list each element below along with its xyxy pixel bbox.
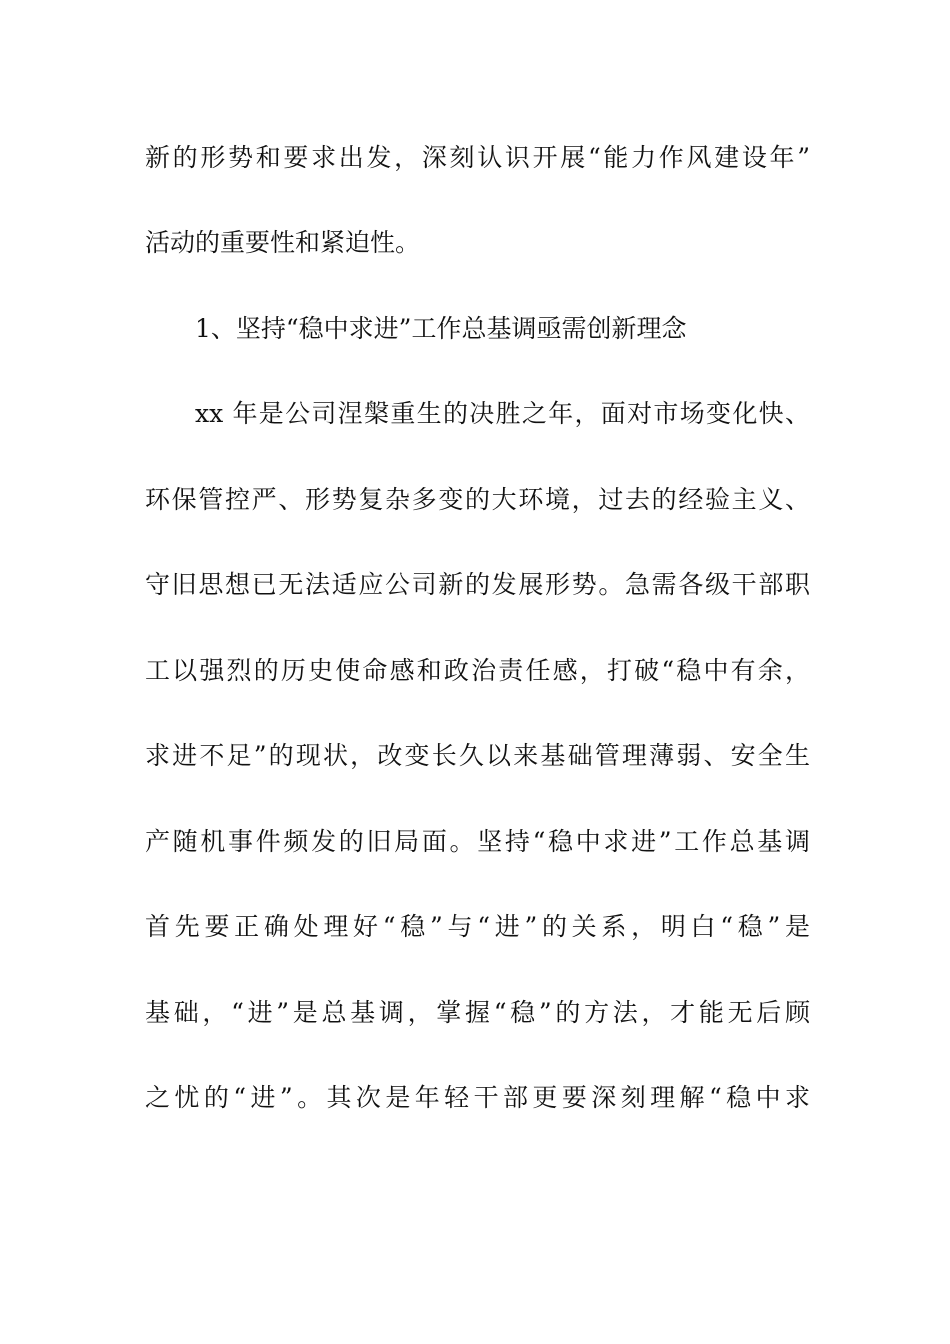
text-line-5: 环保管控严、形势复杂多变的大环境，过去的经验主义、 <box>145 485 810 514</box>
text-line-8: 求进不足”的现状，改变长久以来基础管理薄弱、安全生 <box>145 741 810 770</box>
text-line-11: 基础，“进”是总基调，掌握“稳”的方法，才能无后顾 <box>145 998 810 1027</box>
text-line-9: 产随机事件频发的旧局面。坚持“稳中求进”工作总基调 <box>145 827 810 856</box>
text-line-7: 工以强烈的历史使命感和政治责任感，打破“稳中有余， <box>145 656 810 685</box>
text-line-1: 新的形势和要求出发，深刻认识开展“能力作风建设年” <box>145 143 810 172</box>
text-line-2: 活动的重要性和紧迫性。 <box>145 228 421 257</box>
text-line-10: 首先要正确处理好“稳”与“进”的关系，明白“稳”是 <box>145 912 810 941</box>
text-line-12: 之忧的“进”。其次是年轻干部更要深刻理解“稳中求 <box>145 1083 810 1112</box>
section-heading: 1、坚持“稳中求进”工作总基调亟需创新理念 <box>195 314 687 343</box>
text-line-4: xx 年是公司涅槃重生的决胜之年，面对市场变化快、 <box>195 399 810 428</box>
text-line-6: 守旧思想已无法适应公司新的发展形势。急需各级干部职 <box>145 570 810 599</box>
